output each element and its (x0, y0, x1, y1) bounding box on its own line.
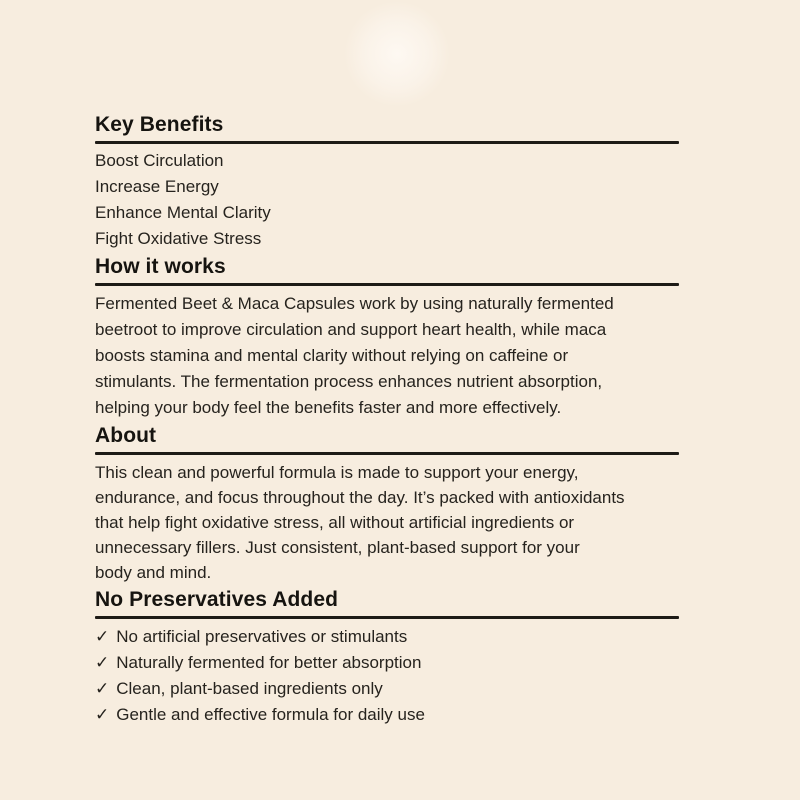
checklist-item-label: Clean, plant-based ingredients only (116, 679, 383, 698)
checklist-item (95, 676, 679, 702)
checklist-item (95, 650, 679, 676)
checkmark-icon: ✓ (95, 627, 110, 646)
no-preservatives-checklist (95, 624, 679, 728)
paragraph-line: endurance, and focus throughout the day. It’s packed with antioxidants (95, 488, 625, 507)
section-title-no-preservatives: No Preservatives Added (95, 588, 339, 611)
paragraph-line: that help fight oxidative stress, all without artificial ingredients or (95, 513, 575, 532)
paragraph-line: boosts stamina and mental clarity without relying on caffeine or (95, 346, 569, 365)
paragraph-line: body and mind. (95, 563, 212, 582)
key-benefits-list (95, 148, 679, 252)
section-about (95, 423, 679, 585)
checklist-item (95, 702, 679, 728)
checklist-item-label: No artificial preservatives or stimulants (116, 627, 408, 646)
section-title-how-it-works: How it works (95, 255, 226, 278)
about-paragraph (95, 460, 679, 585)
checkmark-icon: ✓ (95, 705, 110, 724)
divider-rule (95, 141, 679, 144)
checklist-item-label: Gentle and effective formula for daily use (116, 705, 425, 724)
benefit-item: Enhance Mental Clarity (95, 203, 271, 222)
checklist-item (95, 624, 679, 650)
faded-circle-decoration (345, 2, 449, 106)
divider-rule (95, 616, 679, 619)
benefit-item: Boost Circulation (95, 151, 224, 170)
how-it-works-paragraph (95, 291, 679, 421)
paragraph-line: unnecessary fillers. Just consistent, plant-based support for your (95, 538, 580, 557)
section-key-benefits (95, 112, 679, 252)
checkmark-icon: ✓ (95, 679, 110, 698)
benefit-item: Fight Oxidative Stress (95, 229, 262, 248)
divider-rule (95, 452, 679, 455)
paragraph-line: This clean and powerful formula is made to support your energy, (95, 463, 579, 482)
paragraph-line: Fermented Beet & Maca Capsules work by using naturally fermented (95, 294, 614, 313)
paragraph-line: beetroot to improve circulation and support heart health, while maca (95, 320, 607, 339)
section-title-about: About (95, 424, 157, 447)
section-no-preservatives (95, 587, 679, 728)
section-how-it-works (95, 254, 679, 421)
section-title-key-benefits: Key Benefits (95, 113, 224, 136)
paragraph-line: stimulants. The fermentation process enhances nutrient absorption, (95, 372, 603, 391)
checklist-item-label: Naturally fermented for better absorption (116, 653, 422, 672)
divider-rule (95, 283, 679, 286)
benefit-item: Increase Energy (95, 177, 219, 196)
checkmark-icon: ✓ (95, 653, 110, 672)
product-info-content (95, 112, 679, 728)
paragraph-line: helping your body feel the benefits faster and more effectively. (95, 398, 562, 417)
